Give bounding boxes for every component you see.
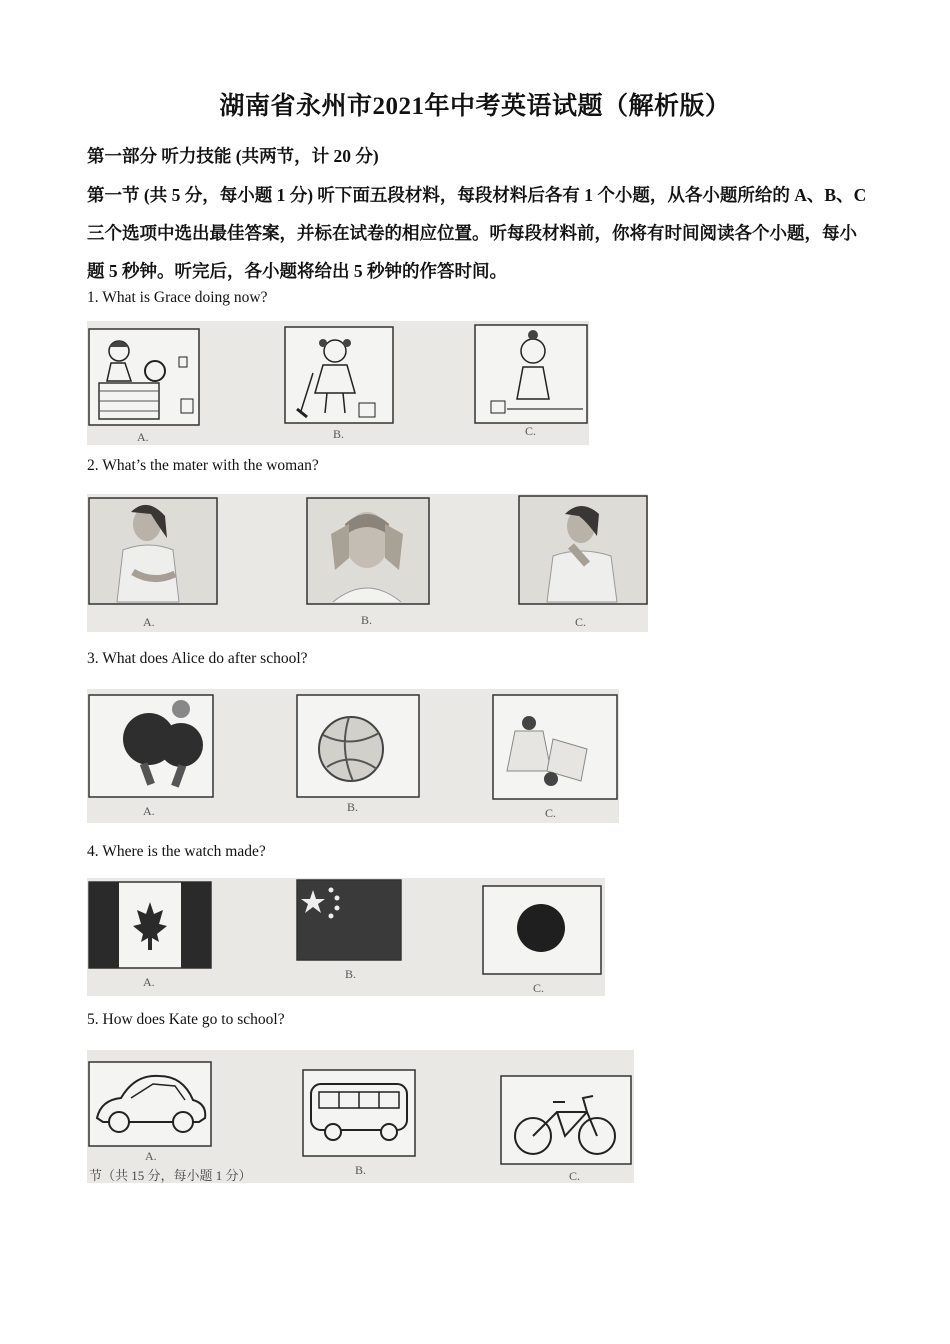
canada-flag-icon (89, 882, 211, 968)
question-3-pictures (87, 689, 619, 823)
option-label: B. (361, 613, 373, 627)
option-label: B. (355, 1163, 367, 1177)
option-label: A. (145, 1149, 157, 1163)
option-label: A. (143, 804, 155, 818)
china-flag-icon (297, 880, 401, 960)
section1-instructions: 第一节 (共 5 分，每小题 1 分) 听下面五段材料，每段材料后各有 1 个小题，从各小题所给的 A、B、C 三个选项中选出最佳答案，并标在试卷的相应位置。听每段材料前，你将有时间阅读各个小题，每小题 5 秒钟。听完后，各小题将给出 5 秒钟的作答时间。 (87, 185, 867, 281)
option-label: B. (347, 800, 359, 814)
option-label: C. (575, 615, 587, 629)
option-label: B. (333, 427, 345, 441)
question-3: 3. What does Alice do after school? (87, 650, 308, 667)
question-2-pictures (87, 494, 648, 632)
option-label: C. (545, 806, 557, 820)
question-2: 2. What’s the mater with the woman? (87, 457, 319, 474)
cropped-next-section-fragment: 节（共 15 分，每小题 1 分） (89, 1168, 252, 1183)
question-1-pictures (87, 321, 589, 445)
question-4: 4. Where is the watch made? (87, 843, 266, 860)
option-label: C. (525, 424, 537, 438)
part1-heading: 第一部分 听力技能 (共两节，计 20 分) (87, 146, 379, 166)
volleyball-icon (319, 717, 383, 781)
option-label: A. (143, 975, 155, 989)
page-title: 湖南省永州市2021年中考英语试题（解析版） (219, 93, 731, 120)
option-label: A. (143, 615, 155, 629)
question-4-pictures (87, 878, 605, 996)
option-label: A. (137, 430, 149, 444)
japan-flag-icon (483, 886, 601, 974)
option-label: B. (345, 967, 357, 981)
question-1: 1. What is Grace doing now? (87, 289, 268, 306)
option-label: C. (569, 1169, 581, 1183)
question-5-pictures (87, 1050, 634, 1183)
option-label: C. (533, 981, 545, 995)
question-5: 5. How does Kate go to school? (87, 1011, 285, 1028)
